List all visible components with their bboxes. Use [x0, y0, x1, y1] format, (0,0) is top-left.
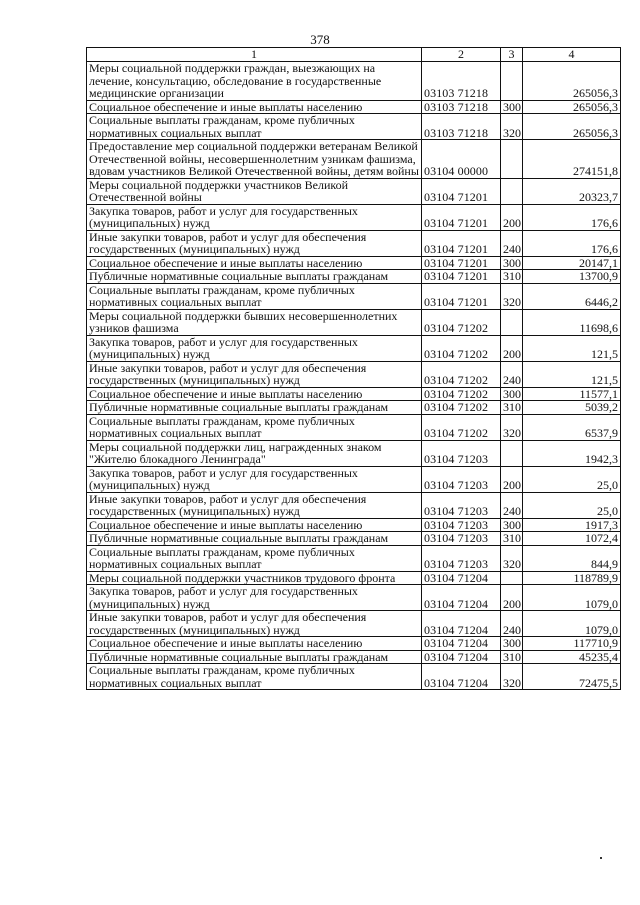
cell-code: 03104 71203 [422, 532, 501, 546]
cell-sum: 11577,1 [523, 387, 621, 401]
cell-name: Меры социальной поддержки граждан, выезжающих на лечение, консультацию, обследование в государственные медицинские организации [87, 62, 422, 101]
table-row [87, 545, 621, 571]
cell-name: Публичные нормативные социальные выплаты гражданам [87, 401, 422, 415]
cell-vr: 310 [501, 270, 523, 284]
cell-sum: 72475,5 [523, 664, 621, 690]
cell-name: Закупка товаров, работ и услуг для государственных (муниципальных) нужд [87, 466, 422, 492]
cell-name: Социальное обеспечение и иные выплаты населению [87, 387, 422, 401]
cell-sum: 20147,1 [523, 256, 621, 270]
cell-name: Иные закупки товаров, работ и услуг для обеспечения государственных (муниципальных) нужд [87, 611, 422, 637]
table-row [87, 492, 621, 518]
cell-vr [501, 309, 523, 335]
cell-vr [501, 140, 523, 179]
cell-name: Меры социальной поддержки участников трудового фронта [87, 571, 422, 585]
table-row [87, 650, 621, 664]
cell-sum: 5039,2 [523, 401, 621, 415]
table-row [87, 466, 621, 492]
cell-vr: 320 [501, 664, 523, 690]
cell-code: 03104 71204 [422, 611, 501, 637]
cell-code: 03104 71204 [422, 650, 501, 664]
cell-sum: 11698,6 [523, 309, 621, 335]
cell-name: Социальное обеспечение и иные выплаты населению [87, 256, 422, 270]
cell-code: 03104 71202 [422, 414, 501, 440]
cell-vr: 310 [501, 401, 523, 415]
table-row [87, 100, 621, 114]
cell-vr: 320 [501, 545, 523, 571]
cell-code: 03104 71202 [422, 335, 501, 361]
cell-vr [501, 571, 523, 585]
cell-name: Меры социальной поддержки лиц, награжденных знаком "Жителю блокадного Ленинграда" [87, 440, 422, 466]
cell-name: Меры социальной поддержки участников Великой Отечественной войны [87, 178, 422, 204]
table-row [87, 664, 621, 690]
cell-vr: 300 [501, 518, 523, 532]
cell-sum: 176,6 [523, 204, 621, 230]
cell-code: 03104 71201 [422, 178, 501, 204]
cell-name: Закупка товаров, работ и услуг для государственных (муниципальных) нужд [87, 585, 422, 611]
table-row [87, 335, 621, 361]
cell-code: 03104 71204 [422, 664, 501, 690]
table-row [87, 283, 621, 309]
table-row [87, 256, 621, 270]
table-row [87, 440, 621, 466]
cell-sum: 1072,4 [523, 532, 621, 546]
cell-name: Социальные выплаты гражданам, кроме публичных нормативных социальных выплат [87, 114, 422, 140]
cell-code: 03104 71202 [422, 401, 501, 415]
cell-code: 03104 71204 [422, 585, 501, 611]
cell-name: Предоставление мер социальной поддержки ветеранам Великой Отечественной войны, несовершеннолетним узникам фашизма, вдовам участников Великой Отечественной войны, детям войны [87, 140, 422, 179]
cell-name: Социальное обеспечение и иные выплаты населению [87, 637, 422, 651]
cell-vr: 200 [501, 585, 523, 611]
cell-name: Иные закупки товаров, работ и услуг для обеспечения государственных (муниципальных) нужд [87, 230, 422, 256]
cell-code: 03104 71202 [422, 309, 501, 335]
table-header-row [87, 48, 621, 62]
cell-vr: 300 [501, 637, 523, 651]
cell-name: Социальное обеспечение и иные выплаты населению [87, 518, 422, 532]
cell-name: Меры социальной поддержки бывших несовершеннолетних узников фашизма [87, 309, 422, 335]
cell-code: 03104 71201 [422, 256, 501, 270]
cell-vr: 300 [501, 387, 523, 401]
column-header-vr: 3 [501, 48, 523, 62]
cell-name: Публичные нормативные социальные выплаты гражданам [87, 650, 422, 664]
cell-sum: 25,0 [523, 492, 621, 518]
cell-code: 03104 71203 [422, 545, 501, 571]
cell-sum: 117710,9 [523, 637, 621, 651]
cell-vr: 310 [501, 532, 523, 546]
table-row [87, 114, 621, 140]
cell-name: Публичные нормативные социальные выплаты гражданам [87, 532, 422, 546]
cell-vr [501, 62, 523, 101]
scan-speck [600, 857, 602, 859]
cell-code: 03103 71218 [422, 114, 501, 140]
table-row [87, 532, 621, 546]
cell-code: 03104 71203 [422, 518, 501, 532]
table-row [87, 401, 621, 415]
table-row [87, 414, 621, 440]
table-row [87, 140, 621, 179]
cell-vr [501, 440, 523, 466]
cell-name: Социальные выплаты гражданам, кроме публичных нормативных социальных выплат [87, 545, 422, 571]
cell-name: Иные закупки товаров, работ и услуг для обеспечения государственных (муниципальных) нужд [87, 492, 422, 518]
cell-code: 03103 71218 [422, 62, 501, 101]
cell-sum: 6537,9 [523, 414, 621, 440]
cell-name: Публичные нормативные социальные выплаты гражданам [87, 270, 422, 284]
cell-vr: 200 [501, 466, 523, 492]
table-row [87, 309, 621, 335]
cell-name: Закупка товаров, работ и услуг для государственных (муниципальных) нужд [87, 335, 422, 361]
cell-vr: 320 [501, 114, 523, 140]
cell-sum: 1917,3 [523, 518, 621, 532]
cell-vr: 240 [501, 492, 523, 518]
page-number: 378 [310, 32, 330, 47]
cell-name: Социальные выплаты гражданам, кроме публичных нормативных социальных выплат [87, 283, 422, 309]
column-header-sum: 4 [523, 48, 621, 62]
cell-name: Социальное обеспечение и иные выплаты населению [87, 100, 422, 114]
table-row [87, 387, 621, 401]
column-header-code: 2 [422, 48, 501, 62]
cell-vr: 240 [501, 611, 523, 637]
table-row [87, 518, 621, 532]
cell-code: 03104 71203 [422, 492, 501, 518]
cell-code: 03104 71201 [422, 270, 501, 284]
cell-name: Социальные выплаты гражданам, кроме публичных нормативных социальных выплат [87, 414, 422, 440]
cell-code: 03104 71204 [422, 637, 501, 651]
cell-vr: 300 [501, 100, 523, 114]
table-row [87, 637, 621, 651]
table-row [87, 178, 621, 204]
column-header-name: 1 [87, 48, 422, 62]
cell-sum: 121,5 [523, 335, 621, 361]
cell-code: 03104 00000 [422, 140, 501, 179]
cell-sum: 844,9 [523, 545, 621, 571]
budget-table [86, 47, 621, 690]
cell-code: 03104 71203 [422, 440, 501, 466]
cell-code: 03104 71202 [422, 387, 501, 401]
cell-sum: 45235,4 [523, 650, 621, 664]
table-row [87, 230, 621, 256]
cell-sum: 6446,2 [523, 283, 621, 309]
cell-code: 03104 71203 [422, 466, 501, 492]
cell-code: 03104 71201 [422, 283, 501, 309]
cell-code: 03104 71204 [422, 571, 501, 585]
cell-name: Социальные выплаты гражданам, кроме публичных нормативных социальных выплат [87, 664, 422, 690]
table-row [87, 270, 621, 284]
table-row [87, 361, 621, 387]
cell-vr: 240 [501, 361, 523, 387]
cell-code: 03103 71218 [422, 100, 501, 114]
cell-sum: 1079,0 [523, 611, 621, 637]
cell-vr: 200 [501, 204, 523, 230]
cell-sum: 176,6 [523, 230, 621, 256]
cell-code: 03104 71201 [422, 204, 501, 230]
table-row [87, 571, 621, 585]
cell-vr [501, 178, 523, 204]
cell-sum: 265056,3 [523, 100, 621, 114]
table-row [87, 62, 621, 101]
cell-name: Закупка товаров, работ и услуг для государственных (муниципальных) нужд [87, 204, 422, 230]
cell-sum: 274151,8 [523, 140, 621, 179]
table-row [87, 611, 621, 637]
table-row [87, 204, 621, 230]
cell-sum: 20323,7 [523, 178, 621, 204]
cell-code: 03104 71202 [422, 361, 501, 387]
cell-vr: 300 [501, 256, 523, 270]
cell-sum: 121,5 [523, 361, 621, 387]
cell-sum: 118789,9 [523, 571, 621, 585]
table-row [87, 585, 621, 611]
cell-vr: 320 [501, 283, 523, 309]
cell-sum: 1079,0 [523, 585, 621, 611]
cell-sum: 13700,9 [523, 270, 621, 284]
cell-sum: 265056,3 [523, 114, 621, 140]
cell-vr: 320 [501, 414, 523, 440]
cell-name: Иные закупки товаров, работ и услуг для обеспечения государственных (муниципальных) нужд [87, 361, 422, 387]
cell-sum: 25,0 [523, 466, 621, 492]
cell-sum: 1942,3 [523, 440, 621, 466]
cell-sum: 265056,3 [523, 62, 621, 101]
cell-vr: 240 [501, 230, 523, 256]
cell-code: 03104 71201 [422, 230, 501, 256]
cell-vr: 200 [501, 335, 523, 361]
cell-vr: 310 [501, 650, 523, 664]
